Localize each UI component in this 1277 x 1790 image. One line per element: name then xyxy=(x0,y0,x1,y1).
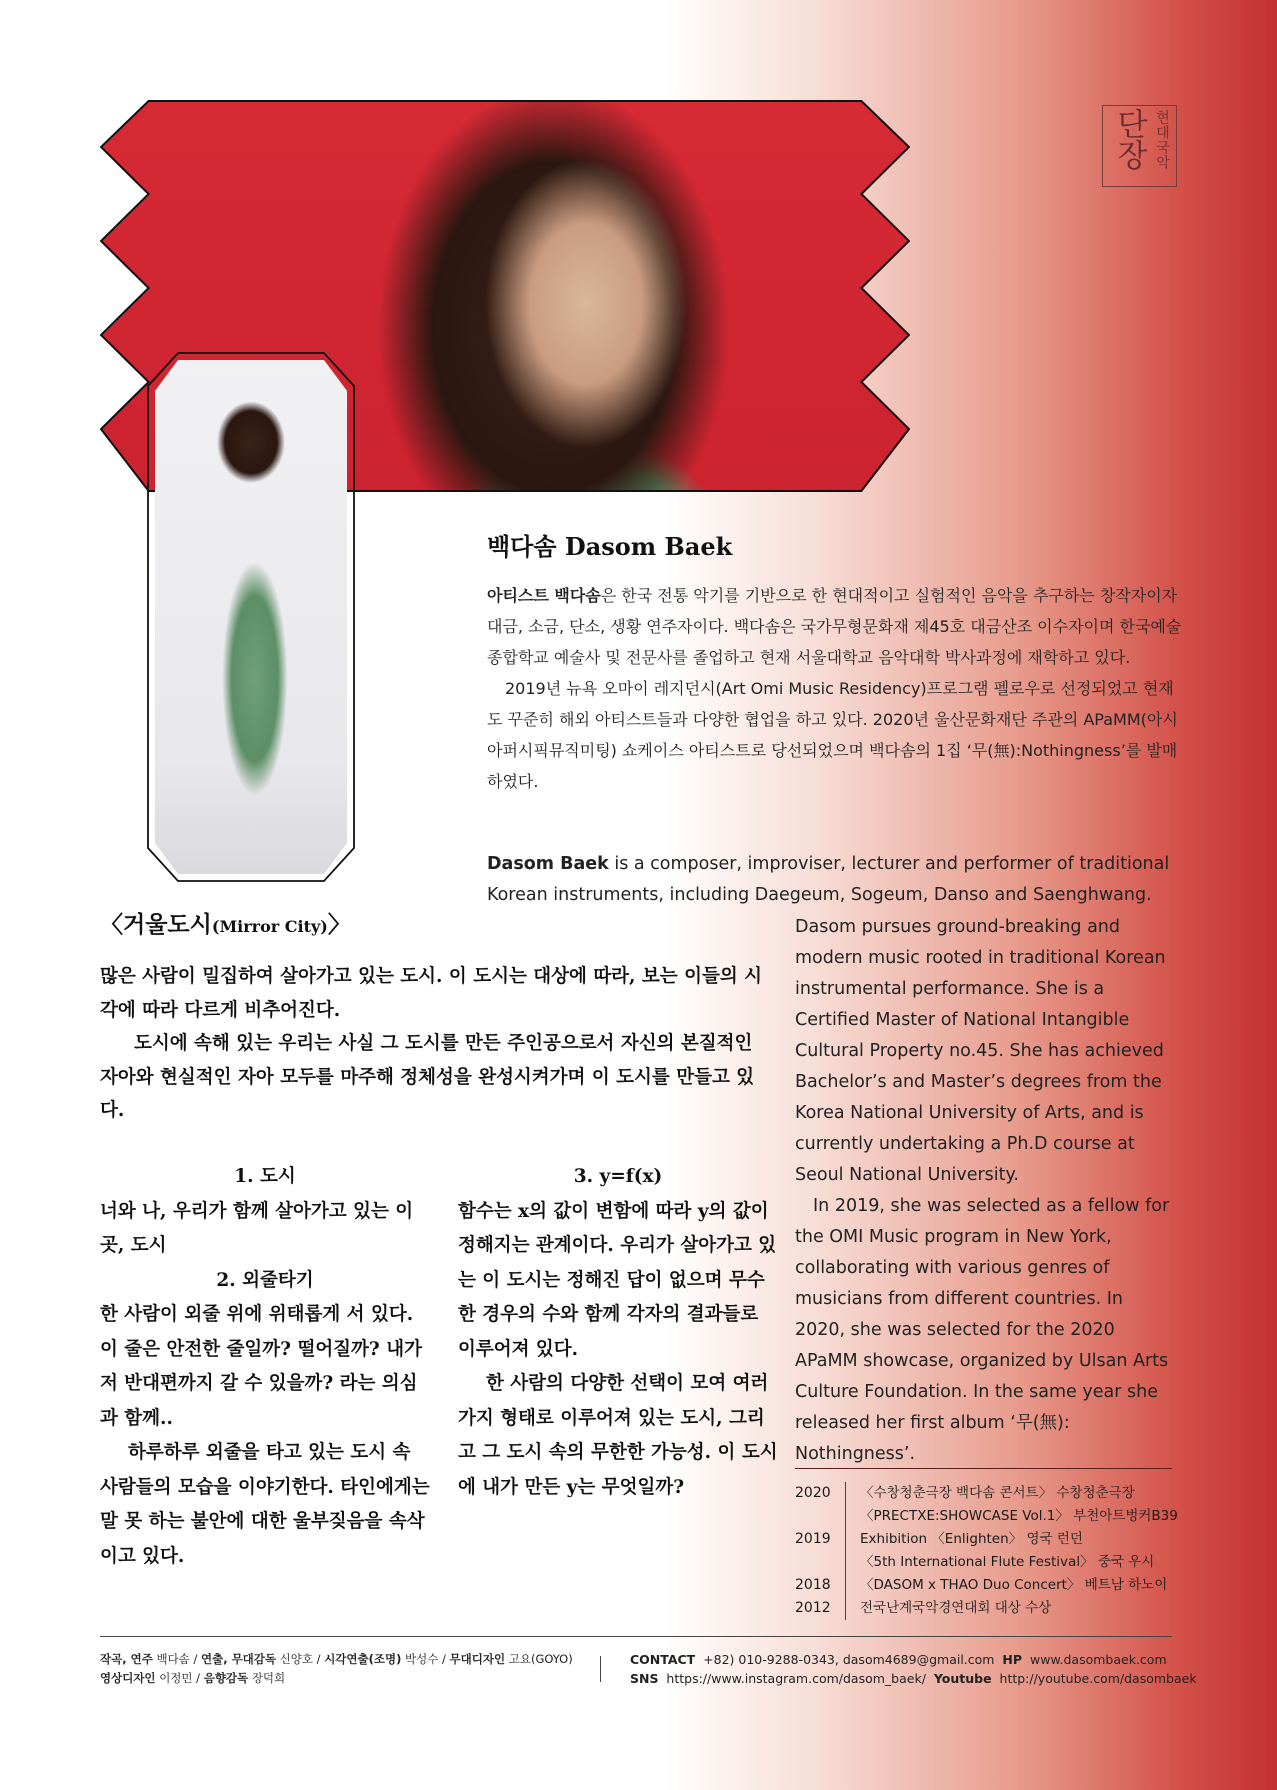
section-1-heading: 1. 도시 xyxy=(234,1166,296,1187)
section-3-body-2: 한 사람의 다양한 선택이 모여 여러 가지 형태로 이루어져 있는 도시, 그리고 그 도시 속의 무한한 가능성. 이 도시에 내가 만든 y는 무엇일까? xyxy=(458,1373,778,1498)
timeline-bar xyxy=(845,1597,846,1620)
work-intro xyxy=(100,960,765,1128)
logo-sub-text: 현대국악 xyxy=(1154,110,1170,170)
credit-label: 연출, 무대감독 xyxy=(200,1652,277,1666)
credit-label: 영상디자인 xyxy=(100,1671,156,1685)
portrait-photo xyxy=(155,360,347,874)
credit-value: 박성수 xyxy=(405,1652,439,1666)
credit-value: 백다솜 xyxy=(156,1652,190,1666)
bio-korean-paragraph-1 xyxy=(487,580,1187,673)
credit-value: 이정민 xyxy=(159,1671,193,1685)
bio-korean xyxy=(487,580,1187,797)
work-title-ko: 〈거울도시 xyxy=(100,911,212,938)
section-3-heading: 3. y=f(x) xyxy=(573,1166,663,1187)
footer-rule xyxy=(100,1636,1172,1637)
section-2-body-1: 한 사람이 외줄 위에 위태롭게 서 있다. 이 줄은 안전한 줄일까? 떨어질까? 내가 저 반대편까지 갈 수 있을까? 라는 의심과 함께.. xyxy=(100,1304,422,1429)
credit-value: 신양호 xyxy=(279,1652,313,1666)
credits-line-1: 작곡, 연주 백다솜 / 연출, 무대감독 신양호 / 시각연출(조명) 박성수 / 무대디자인 고요(GOYO) xyxy=(100,1652,573,1666)
bio-korean-bold-lead: 아티스트 백다솜 xyxy=(487,586,601,605)
timeline-year: 2019 xyxy=(795,1531,831,1547)
contact-value[interactable]: +82) 010-9288-0343, dasom4689@gmail.com xyxy=(703,1652,995,1667)
timeline-row xyxy=(795,1528,1195,1551)
timeline-row xyxy=(795,1551,1195,1574)
timeline-item: 〈PRECTXE:SHOWCASE Vol.1〉 부천아트벙커B39 xyxy=(860,1508,1178,1524)
timeline-item: 전국난계국악경연대회 대상 수상 xyxy=(860,1600,1052,1616)
youtube-label: Youtube xyxy=(933,1671,992,1686)
work-title xyxy=(100,906,351,939)
credit-value: 고요(GOYO) xyxy=(508,1652,573,1666)
work-title-en: (Mirror City) xyxy=(211,917,328,936)
timeline-item: 〈5th International Flute Festival〉 중국 우시 xyxy=(860,1554,1155,1570)
credit-label: 작곡, 연주 xyxy=(100,1652,153,1666)
timeline-bar xyxy=(845,1574,846,1597)
credit-label: 음향감독 xyxy=(203,1671,249,1685)
footer-divider xyxy=(600,1656,601,1682)
timeline-item: 〈DASOM x THAO Duo Concert〉 베트남 하노이 xyxy=(860,1577,1168,1593)
timeline-year: 2020 xyxy=(795,1485,831,1501)
bio-english-paragraph-2: In 2019, she was selected as a fellow for the OMI Music program in New York, collaborating with various genres of musicians from different countries. In 2020, she was selected for the 2020 APaMM showcase, organized by Ulsan Arts Culture Foundation. In the same year she released her first album ‘무(無): Nothingness’. xyxy=(795,1196,1170,1464)
bio-english-lead-text: is a composer, improviser, lecturer and performer of traditional Korean instruments, including Daegeum, Sogeum, Danso and Saenghwang. xyxy=(487,854,1170,905)
credit-label: 시각연출(조명) xyxy=(324,1652,402,1666)
logo-main-text: 단장 xyxy=(1111,108,1147,170)
work-title-close: 〉 xyxy=(327,911,351,938)
homepage-link[interactable]: www.dasombaek.com xyxy=(1030,1652,1167,1667)
timeline-bar xyxy=(845,1482,846,1505)
timeline-year: 2018 xyxy=(795,1577,831,1593)
timeline-year xyxy=(795,1551,845,1574)
section-3-body-1: 함수는 x의 값이 변함에 따라 y의 값이 정해지는 관계이다. 우리가 살아가고 있는 이 도시는 정해진 답이 없으며 무수한 경우의 수와 함께 각자의 결과들로 이루어져 있다. xyxy=(458,1200,777,1360)
timeline-row xyxy=(795,1597,1195,1620)
bio-korean-p1-text: 은 한국 전통 악기를 기반으로 한 현대적이고 실험적인 음악을 추구하는 창작자이자 대금, 소금, 단소, 생황 연주자이다. 백다솜은 국가무형문화재 제45호 대금산조 이수자이며 한국예술종합학교 예술사 및 전문사를 졸업하고 현재 서울대학교 음악대학 박사과정에 재학하고 있다. xyxy=(487,586,1182,667)
portrait-photo-frame xyxy=(147,352,355,882)
contact-line-1 xyxy=(630,1650,1197,1669)
logo xyxy=(1102,105,1177,187)
timeline-bar xyxy=(845,1551,846,1574)
bio-english-paragraph-1: Dasom pursues ground-breaking and modern music rooted in traditional Korean instrumental performance. She is a Certified Master of National Intangible Cultural Property no.45. She has achieved Bachelor’s and Master’s degrees from the Korea National University of Arts, and is currently undertaking a Ph.D course at Seoul National University. xyxy=(795,917,1166,1185)
section-2-heading: 2. 외줄타기 xyxy=(216,1269,314,1291)
work-intro-paragraph-1: 많은 사람이 밀집하여 살아가고 있는 도시. 이 도시는 대상에 따라, 보는 이들의 시각에 따라 다르게 비추어진다. xyxy=(100,966,763,1021)
timeline-year xyxy=(795,1505,845,1528)
timeline-row xyxy=(795,1574,1195,1597)
credit-label: 무대디자인 xyxy=(449,1652,506,1666)
youtube-link[interactable]: http://youtube.com/dasombaek xyxy=(999,1671,1197,1686)
timeline-item: 〈수창청춘극장 백다솜 콘서트〉 수창청춘극장 xyxy=(860,1485,1135,1501)
bio-korean-paragraph-2: 2019년 뉴욕 오마이 레지던시(Art Omi Music Residency)프로그램 펠로우로 선정되었고 현재도 꾸준히 해외 아티스트들과 다양한 협업을 하고 있다. 2020년 울산문화재단 주관의 APaMM(아시아퍼시픽뮤직미팅) 쇼케이스 아티스트로 당선되었으며 백다솜의 1집 ‘무(無):Nothingness’를 발매하였다. xyxy=(487,679,1178,791)
credit-value: 장덕희 xyxy=(251,1671,286,1685)
contact-label: CONTACT xyxy=(630,1652,696,1667)
timeline-item: Exhibition 〈Enlighten〉 영국 런던 xyxy=(860,1531,1083,1547)
timeline-bar xyxy=(845,1528,846,1551)
timeline-row xyxy=(795,1482,1195,1505)
bio-english-column xyxy=(795,912,1175,1470)
instagram-link[interactable]: https://www.instagram.com/dasom_baek/ xyxy=(666,1671,926,1686)
sections-column-2 xyxy=(458,1160,778,1505)
bio-title: 백다솜 Dasom Baek xyxy=(487,532,733,561)
homepage-label: HP xyxy=(1002,1652,1023,1667)
timeline xyxy=(795,1482,1195,1620)
timeline-row xyxy=(795,1505,1195,1528)
work-intro-paragraph-2: 도시에 속해 있는 우리는 사실 그 도시를 만든 주인공으로서 자신의 본질적인 자아와 현실적인 자아 모두를 마주해 정체성을 완성시켜가며 이 도시를 만들고 있다. xyxy=(100,1033,755,1121)
contact-line-2 xyxy=(630,1669,1197,1688)
section-1-body: 너와 나, 우리가 함께 살아가고 있는 이곳, 도시 xyxy=(100,1200,414,1256)
credits xyxy=(100,1650,573,1688)
credits-line-2: 영상디자인 이정민 / 음향감독 장덕희 xyxy=(100,1671,286,1685)
timeline-rule xyxy=(795,1468,1172,1469)
section-2-body-2: 하루하루 외줄을 타고 있는 도시 속 사람들의 모습을 이야기한다. 타인에게는 말 못 하는 불안에 대한 울부짖음을 속삭이고 있다. xyxy=(100,1442,430,1567)
timeline-bar xyxy=(845,1505,846,1528)
bio-english-name: Dasom Baek xyxy=(487,854,609,874)
sns-label: SNS xyxy=(630,1671,659,1686)
sections-column-1 xyxy=(100,1160,430,1574)
bio-english-lead xyxy=(487,849,1177,911)
contact-info xyxy=(630,1650,1197,1688)
timeline-year: 2012 xyxy=(795,1600,831,1616)
